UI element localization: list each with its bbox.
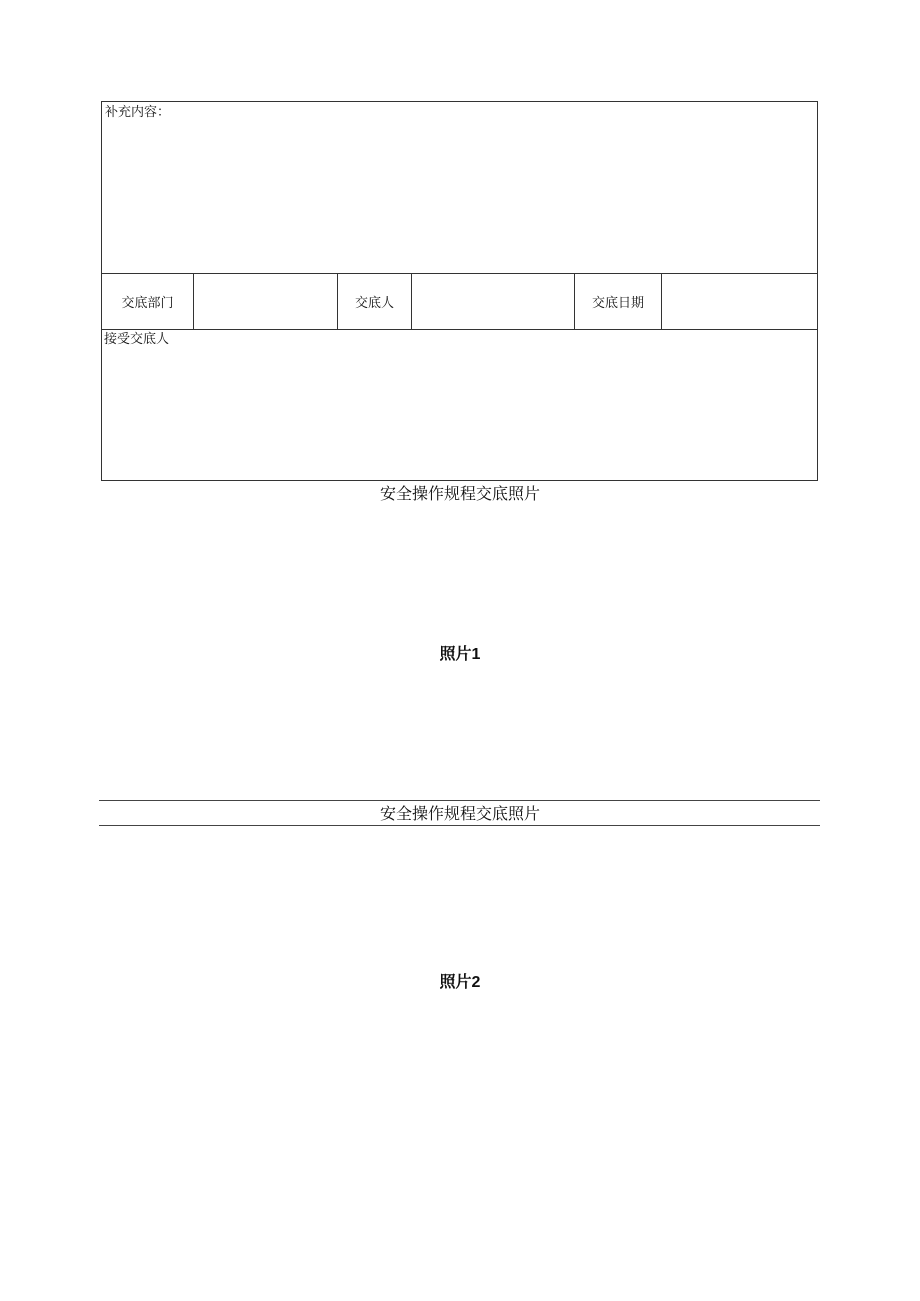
signature-row [102, 274, 817, 330]
dept-label: 交底部门 [102, 274, 194, 329]
discloser-label: 交底人 [338, 274, 412, 329]
date-label: 交底日期 [575, 274, 662, 329]
receiver-label: 接受交底人 [104, 332, 170, 347]
supplement-label: 补充内容： [105, 105, 171, 120]
date-value-cell[interactable] [662, 274, 817, 329]
receiver-cell[interactable] [102, 330, 817, 480]
supplement-content-cell[interactable] [102, 102, 817, 274]
photo-caption-1: 安全操作规程交底照片 [379, 484, 540, 503]
dept-value-cell[interactable] [194, 274, 338, 329]
photo-caption-2: 安全操作规程交底照片 [379, 804, 540, 823]
divider-top [99, 800, 820, 801]
photo-label-1: 照片1 [439, 646, 481, 663]
divider-bottom [99, 825, 820, 826]
disclosure-form-table [101, 101, 818, 481]
photo-label-2: 照片2 [439, 974, 481, 991]
discloser-value-cell[interactable] [412, 274, 575, 329]
